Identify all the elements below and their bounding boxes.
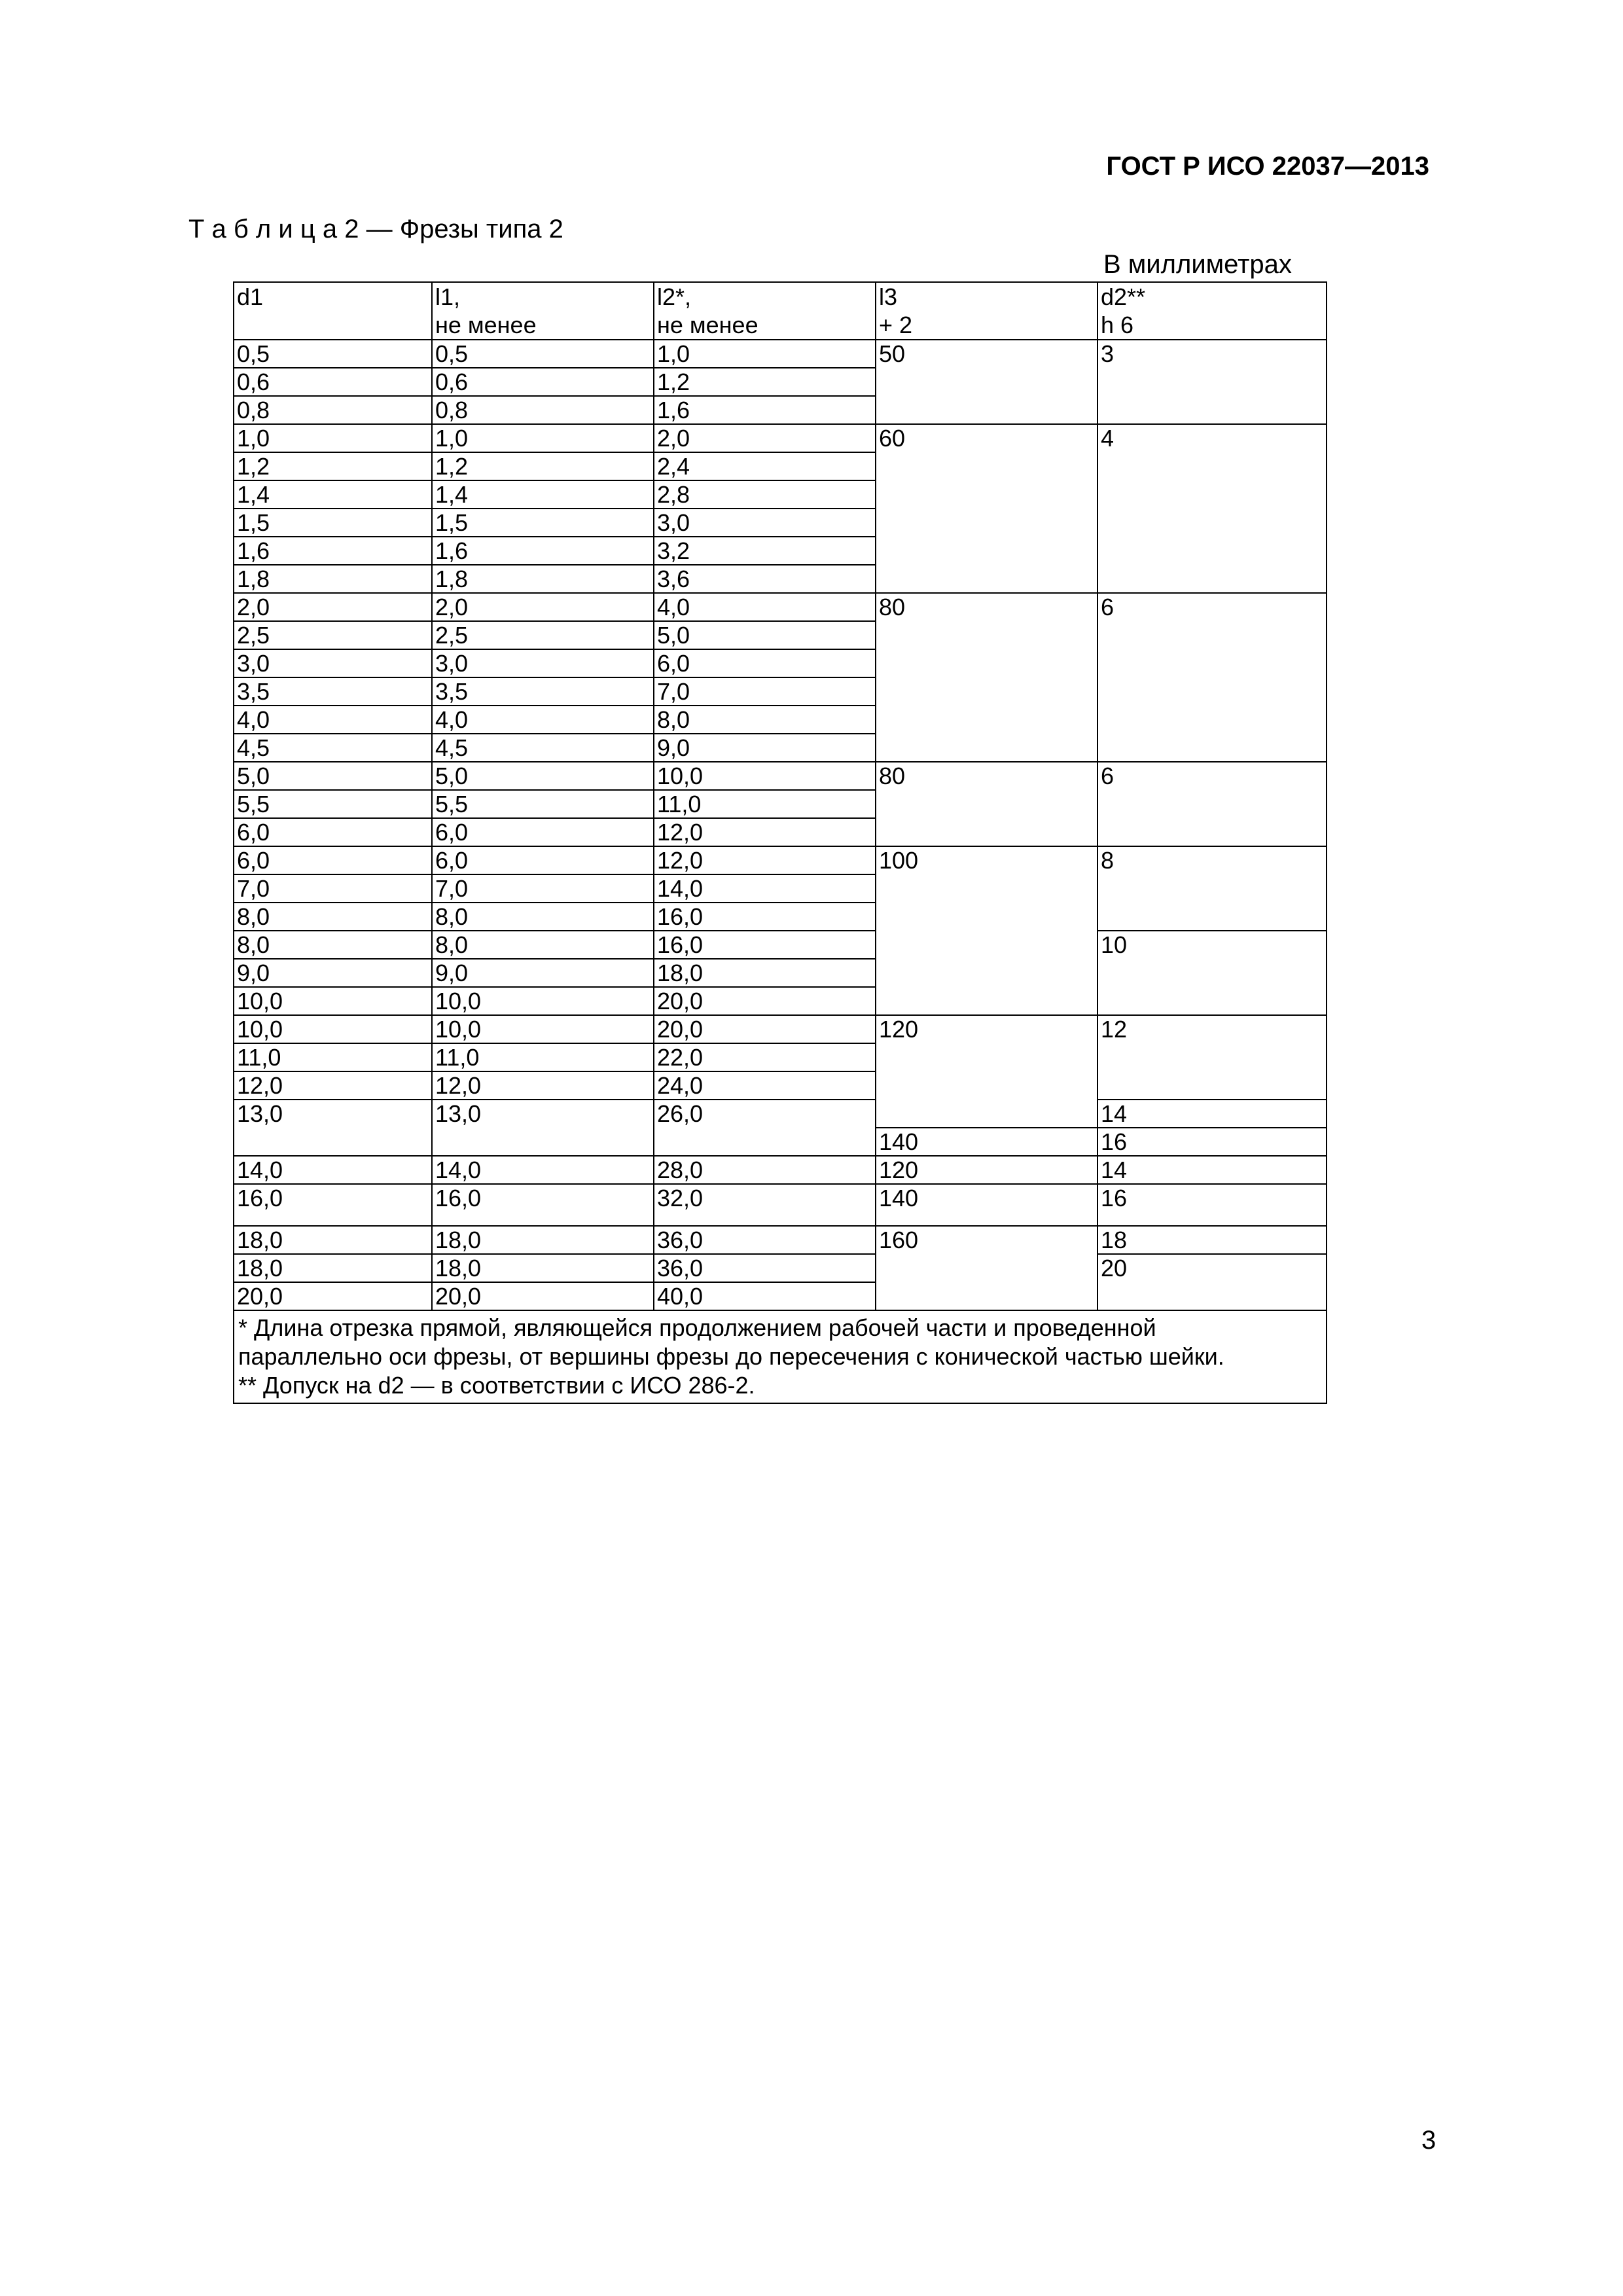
cell-l2: 36,0: [654, 1254, 876, 1282]
cell-l2: 40,0: [654, 1282, 876, 1310]
cell-l3: 140: [876, 1184, 1097, 1226]
cell-d2: 20: [1097, 1254, 1327, 1310]
cell-d1: 4,0: [234, 706, 432, 734]
cell-d1: 2,0: [234, 593, 432, 621]
cell-l1: 2,0: [432, 593, 654, 621]
table-header-row: [234, 282, 1327, 340]
cell-d1: 8,0: [234, 931, 432, 959]
cell-l1: 11,0: [432, 1043, 654, 1071]
cell-l3: 50: [876, 340, 1097, 424]
cell-l1: 10,0: [432, 987, 654, 1015]
cell-l2: 1,6: [654, 396, 876, 424]
table-caption: Т а б л и ц а 2 — Фрезы типа 2: [188, 215, 563, 243]
cell-d1: 16,0: [234, 1184, 432, 1226]
header-cell-l2: l2*, не менее: [654, 282, 876, 340]
footnote-1: * Длина отрезка прямой, являющейся продолжением рабочей части и проведенной: [238, 1314, 1156, 1341]
cell-l2: 28,0: [654, 1156, 876, 1184]
table-row: [234, 424, 1327, 452]
cell-d1: 6,0: [234, 818, 432, 846]
cell-d1: 2,5: [234, 621, 432, 649]
table-footnotes: [234, 1310, 1327, 1403]
cell-l2: 3,2: [654, 537, 876, 565]
cell-d1: 1,8: [234, 565, 432, 593]
cell-l2: 8,0: [654, 706, 876, 734]
table-footnote-row: [234, 1310, 1327, 1403]
cell-d1: 1,4: [234, 480, 432, 509]
cell-l1: 14,0: [432, 1156, 654, 1184]
cell-l3: 80: [876, 593, 1097, 762]
dimensions-table: [233, 281, 1327, 1404]
cell-d1: 1,5: [234, 509, 432, 537]
cell-d1: 12,0: [234, 1071, 432, 1100]
cell-l3: 60: [876, 424, 1097, 593]
cell-l2: 32,0: [654, 1184, 876, 1226]
cell-d2: 8: [1097, 846, 1327, 931]
cell-l2: 16,0: [654, 931, 876, 959]
cell-l2: 3,0: [654, 509, 876, 537]
cell-l1: 6,0: [432, 846, 654, 874]
cell-l2: 6,0: [654, 649, 876, 677]
cell-l3: 160: [876, 1226, 1097, 1310]
cell-d1: 1,2: [234, 452, 432, 480]
cell-l1: 4,5: [432, 734, 654, 762]
cell-l1: 8,0: [432, 903, 654, 931]
cell-l2: 3,6: [654, 565, 876, 593]
cell-d2: 16: [1097, 1128, 1327, 1156]
cell-l2: 5,0: [654, 621, 876, 649]
cell-d2: 14: [1097, 1156, 1327, 1184]
cell-l1: 20,0: [432, 1282, 654, 1310]
cell-l2: 26,0: [654, 1100, 876, 1156]
cell-d1: 10,0: [234, 987, 432, 1015]
table-row: [234, 1254, 1327, 1282]
units-note: В миллиметрах: [1103, 250, 1292, 279]
header-cell-d2: d2** h 6: [1097, 282, 1327, 340]
cell-d1: 0,8: [234, 396, 432, 424]
cell-d1: 11,0: [234, 1043, 432, 1071]
cell-d2: 3: [1097, 340, 1327, 424]
cell-l2: 1,0: [654, 340, 876, 368]
cell-l2: 20,0: [654, 987, 876, 1015]
cell-l2: 4,0: [654, 593, 876, 621]
cell-d2: 18: [1097, 1226, 1327, 1254]
cell-l1: 1,8: [432, 565, 654, 593]
table-row: [234, 1226, 1327, 1254]
cell-l2: 16,0: [654, 903, 876, 931]
cell-l1: 7,0: [432, 874, 654, 903]
cell-l1: 1,4: [432, 480, 654, 509]
cell-l1: 18,0: [432, 1254, 654, 1282]
cell-d1: 9,0: [234, 959, 432, 987]
cell-d1: 13,0: [234, 1100, 432, 1156]
cell-l2: 9,0: [654, 734, 876, 762]
cell-l2: 2,8: [654, 480, 876, 509]
cell-l2: 14,0: [654, 874, 876, 903]
cell-l2: 1,2: [654, 368, 876, 396]
cell-l1: 0,6: [432, 368, 654, 396]
cell-l2: 36,0: [654, 1226, 876, 1254]
cell-l3: 120: [876, 1156, 1097, 1184]
cell-l1: 1,6: [432, 537, 654, 565]
cell-d2: 6: [1097, 593, 1327, 762]
cell-l1: 9,0: [432, 959, 654, 987]
cell-l2: 24,0: [654, 1071, 876, 1100]
cell-d1: 18,0: [234, 1226, 432, 1254]
table-row: [234, 593, 1327, 621]
cell-l2: 12,0: [654, 846, 876, 874]
cell-l2: 12,0: [654, 818, 876, 846]
cell-l2: 18,0: [654, 959, 876, 987]
cell-l2: 2,0: [654, 424, 876, 452]
cell-l1: 1,2: [432, 452, 654, 480]
cell-l1: 13,0: [432, 1100, 654, 1156]
cell-d2: 4: [1097, 424, 1327, 593]
cell-l1: 1,5: [432, 509, 654, 537]
cell-l2: 11,0: [654, 790, 876, 818]
cell-l1: 3,5: [432, 677, 654, 706]
cell-l3: 140: [876, 1128, 1097, 1156]
cell-d1: 10,0: [234, 1015, 432, 1043]
cell-d2: 6: [1097, 762, 1327, 846]
cell-l3: 80: [876, 762, 1097, 846]
cell-d1: 5,0: [234, 762, 432, 790]
cell-l1: 5,0: [432, 762, 654, 790]
cell-d1: 3,5: [234, 677, 432, 706]
cell-l2: 7,0: [654, 677, 876, 706]
footnote-2: ** Допуск на d2 — в соответствии с ИСО 286-2.: [238, 1372, 755, 1399]
cell-l1: 10,0: [432, 1015, 654, 1043]
cell-d1: 20,0: [234, 1282, 432, 1310]
cell-l1: 5,5: [432, 790, 654, 818]
cell-l3: 100: [876, 846, 1097, 1015]
cell-l1: 3,0: [432, 649, 654, 677]
header-cell-l3: l3 + 2: [876, 282, 1097, 340]
cell-l1: 0,8: [432, 396, 654, 424]
cell-d1: 1,6: [234, 537, 432, 565]
cell-d1: 0,6: [234, 368, 432, 396]
table-row: [234, 1015, 1327, 1043]
cell-d1: 14,0: [234, 1156, 432, 1184]
cell-l1: 6,0: [432, 818, 654, 846]
cell-l1: 8,0: [432, 931, 654, 959]
header-cell-d1: d1: [234, 282, 432, 340]
table-row: [234, 1100, 1327, 1128]
footnote-1-cont: параллельно оси фрезы, от вершины фрезы до пересечения с конической частью шейки.: [238, 1343, 1224, 1370]
page-number: 3: [1421, 2126, 1436, 2155]
cell-d2: 14: [1097, 1100, 1327, 1128]
cell-d1: 6,0: [234, 846, 432, 874]
cell-l1: 16,0: [432, 1184, 654, 1226]
cell-l2: 22,0: [654, 1043, 876, 1071]
table-row: [234, 931, 1327, 959]
table-row: [234, 1156, 1327, 1184]
cell-d1: 8,0: [234, 903, 432, 931]
cell-d2: 10: [1097, 931, 1327, 1015]
cell-d1: 7,0: [234, 874, 432, 903]
cell-l1: 12,0: [432, 1071, 654, 1100]
cell-d1: 1,0: [234, 424, 432, 452]
cell-l1: 18,0: [432, 1226, 654, 1254]
table-row: [234, 762, 1327, 790]
cell-d2: 12: [1097, 1015, 1327, 1100]
cell-d1: 0,5: [234, 340, 432, 368]
cell-l1: 4,0: [432, 706, 654, 734]
cell-d1: 4,5: [234, 734, 432, 762]
document-header: ГОСТ Р ИСО 22037—2013: [1106, 152, 1429, 181]
cell-l1: 2,5: [432, 621, 654, 649]
cell-d1: 5,5: [234, 790, 432, 818]
cell-l3: 120: [876, 1015, 1097, 1128]
cell-l1: 0,5: [432, 340, 654, 368]
table-row: [234, 340, 1327, 368]
header-cell-l1: l1, не менее: [432, 282, 654, 340]
cell-l1: 1,0: [432, 424, 654, 452]
cell-d2: 16: [1097, 1184, 1327, 1226]
cell-d1: 18,0: [234, 1254, 432, 1282]
cell-d1: 3,0: [234, 649, 432, 677]
cell-l2: 10,0: [654, 762, 876, 790]
cell-l2: 20,0: [654, 1015, 876, 1043]
cell-l2: 2,4: [654, 452, 876, 480]
table-row: [234, 846, 1327, 874]
